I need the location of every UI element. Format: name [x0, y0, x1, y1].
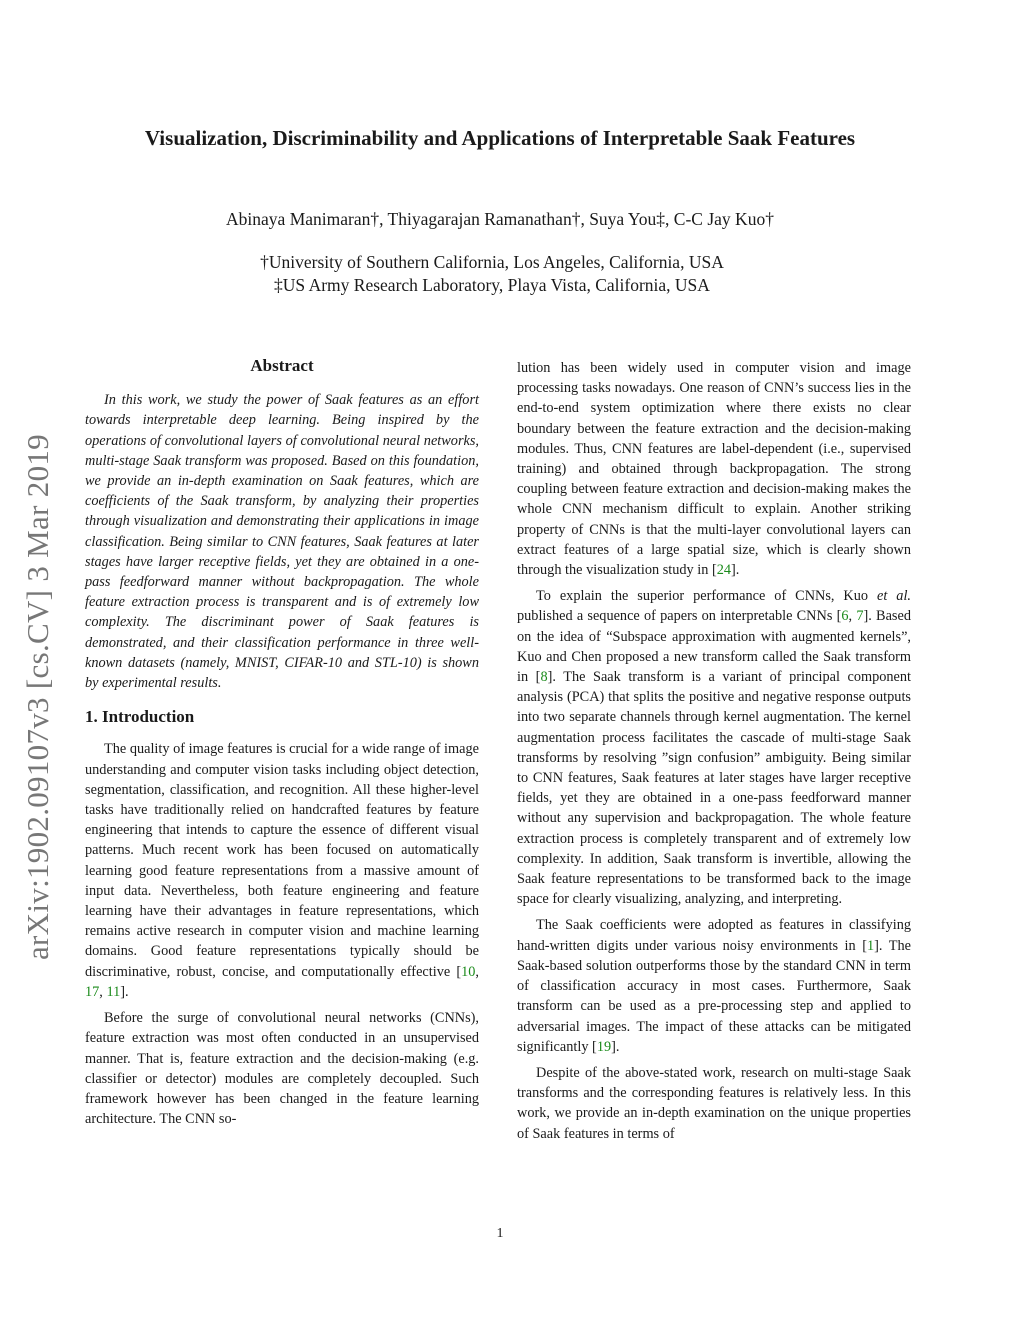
- author-list: Abinaya Manimaran†, Thiyagarajan Ramanathan†, Suya You‡, C-C Jay Kuo†: [226, 209, 774, 229]
- citation-link[interactable]: 11: [106, 983, 121, 1000]
- intro-paragraph-1: The quality of image features is crucial for a wide range of image understanding and computer vision tasks including object detection, segmentation, classification, and recognition. All these higher-level tasks have traditionally relied on handcrafted features by feature engineering that intends to capture the essence of different visual patterns. Much recent work has been focused on automatically learning good feature representations from a massive amount of input data. Nevertheless, both feature engineering and feature learning have their advantages in feature representations, which remains active research in computer vision and machine learning domains. Good feature representations typically should be discriminative, robust, concise, and computationally effective [10, 17, 11].: [85, 741, 479, 1000]
- citation-link[interactable]: 7: [856, 608, 864, 625]
- paper-title: Visualization, Discriminability and Applications of Interpretable Saak Features: [144, 126, 856, 150]
- left-column: [85, 356, 479, 1135]
- right-paragraph-3: The Saak coefficients were adopted as features in classifying hand-written digits under various noisy environments in [1]. The Saak-based solution outperforms those by the standard CNN in term of classification accuracy in most cases. Furthermore, Saak transform can be used as a pre-processing step and applied to adversarial images. The impact of these attacks can be mitigated significantly [19].: [517, 917, 911, 1055]
- intro-paragraph-2: Before the surge of convolutional neural networks (CNNs), feature extraction was most often conducted in an unsupervised manner. That is, feature extraction and the decision-making (e.g. classifier or detector) modules are completely decoupled. Such framework however has been changed in the feature learning architecture. The CNN so-: [85, 1010, 479, 1128]
- right-paragraph-4: Despite of the above-stated work, research on multi-stage Saak transforms and the corresponding features is relatively less. In this work, we provide an in-depth examination on the unique properties of Saak features in terms of: [517, 1064, 911, 1142]
- section-heading-introduction: 1. Introduction: [85, 707, 195, 727]
- citation-link[interactable]: 1: [866, 937, 875, 954]
- affiliation-army-lab: ‡US Army Research Laboratory, Playa Vista, California, USA: [274, 275, 710, 295]
- affiliation-usc: †University of Southern California, Los Angeles, California, USA: [260, 252, 724, 272]
- arxiv-identifier-stamp: arXiv:1902.09107v3 [cs.CV] 3 Mar 2019: [20, 434, 55, 960]
- page-number: 1: [496, 1226, 504, 1241]
- citation-link[interactable]: 17: [85, 983, 100, 1000]
- right-paragraph-1: lution has been widely used in computer vision and image processing tasks nowadays. One reason of CNN’s success lies in the end-to-end system optimization where there exists no clear boundary between the feature extraction and the decision-making modules. Thus, CNN features are label-dependent (i.e., supervised training) and obtained through backpropagation. The strong coupling between feature extraction and decision-making makes the whole CNN mechanism difficult to explain. Another striking property of CNNs is that the multi-layer convolutional layers can extract features of a large spatial size, which is clearly shown through the visualization study in [24].: [517, 360, 911, 579]
- abstract-heading: Abstract: [250, 356, 314, 375]
- citation-link[interactable]: 19: [596, 1038, 612, 1055]
- citation-link[interactable]: 24: [716, 562, 732, 579]
- right-column: [517, 358, 911, 1150]
- right-paragraph-2: To explain the superior performance of CNNs, Kuo et al. published a sequence of papers on interpretable CNNs [6, 7]. Based on the idea of “Subspace approximation with augmented kernels”, Kuo and Chen proposed a new transform called the Saak transform in [8]. The Saak transform is a variant of principal component analysis (PCA) that splits the positive and negative response outputs into two separate channels through kernel augmentation. The kernel augmentation process facilitates the cascade of multi-stage Saak transforms by resolving ”sign confusion” ambiguity. Being similar to CNN features, Saak features at later stages have larger receptive fields, yet they are obtained in a one-pass feedforward manner without any supervision and backpropagation. The whole feature extraction process is completely transparent and of extremely low complexity. In addition, Saak transform is invertible, allowing the Saak feature representations to be transformed back to the image space for clearly visualizing, analyzing, and interpreting.: [517, 588, 911, 908]
- citation-link[interactable]: 8: [540, 669, 548, 686]
- citation-link[interactable]: 6: [841, 608, 849, 625]
- citation-link[interactable]: 10: [461, 963, 476, 980]
- abstract-text: In this work, we study the power of Saak features as an effort towards interpretable deep learning. Being inspired by the operations of convolutional layers of convolutional neural networks, multi-stage Saak transform was proposed. Based on this foundation, we provide an in-depth examination on Saak features, which are coefficients of the Saak transform, by analyzing their properties through visualization and demonstrating their applications in image classification. Being similar to CNN features, Saak features at later stages have larger receptive fields, yet they are obtained in a one-pass feedforward manner without backpropagation. The whole feature extraction process is transparent and is of extremely low complexity. The discriminant power of Saak features is demonstrated, and their classification performance in three well-known datasets (namely, MNIST, CIFAR-10 and STL-10) is shown by experimental results.: [85, 392, 479, 692]
